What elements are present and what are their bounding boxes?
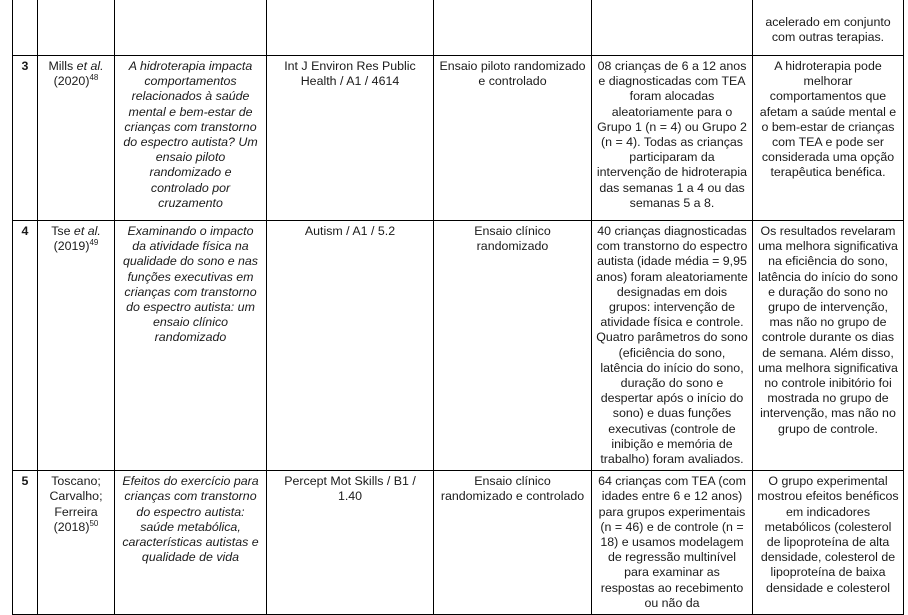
cell-author: Toscano; Carvalho; Ferreira $(2018)^{50}$ xyxy=(38,471,115,615)
cell-num: 5 xyxy=(13,471,38,615)
cell-num: 3 xyxy=(13,56,38,221)
cell-sample xyxy=(592,0,753,56)
cell-title: Efeitos do exercício para crianças com transtorno do espectro autista: saúde metabólica, características autistas e qualidade de vida xyxy=(115,471,267,615)
table-row xyxy=(13,56,904,221)
cell-result: Os resultados revelaram uma melhora significativa na eficiência do sono, latência do início do sono e duração do sono no grupo de intervenção, mas não no grupo de controle durante os dias de semana. Além disso, uma melhora significativa no controle inibitório foi mostrada no grupo de intervenção, mas não no grupo de controle. xyxy=(753,221,904,471)
cell-author: Tse et al. $(2019)^{49}$ xyxy=(38,221,115,471)
table-row xyxy=(13,221,904,471)
studies-table xyxy=(12,0,904,615)
cell-num: 4 xyxy=(13,221,38,471)
table-row xyxy=(13,0,904,56)
cell-result: acelerado em conjunto com outras terapias. xyxy=(753,0,904,56)
cell-design xyxy=(434,0,592,56)
cell-sample: 40 crianças diagnosticadas com transtorno do espectro autista (idade média = 9,95 anos) foram aleatoriamente designadas em dois grupos: intervenção de atividade física e controle. Quatro parâmetros do sono (eficiência do sono, latência do início do sono, duração do sono e despertar após o início do sono) e duas funções executivas (controle de inibição e memória de trabalho) foram avaliados. xyxy=(592,221,753,471)
cell-title xyxy=(115,0,267,56)
cell-journal xyxy=(267,0,434,56)
cell-title: Examinando o impacto da atividade física na qualidade do sono e nas funções executivas em crianças com transtorno do espectro autista: um ensaio clínico randomizado xyxy=(115,221,267,471)
cell-design: Ensaio clínico randomizado xyxy=(434,221,592,471)
cell-author xyxy=(38,0,115,56)
cell-result: O grupo experimental mostrou efeitos benéficos em indicadores metabólicos (colesterol de lipoproteína de alta densidade, colesterol de lipoproteína de baixa densidade e colesterol xyxy=(753,471,904,615)
cell-author: Mills et al. $(2020)^{48}$ xyxy=(38,56,115,221)
cell-journal: Percept Mot Skills / B1 / 1.40 xyxy=(267,471,434,615)
cell-num xyxy=(13,0,38,56)
cell-result: A hidroterapia pode melhorar comportamentos que afetam a saúde mental e o bem-estar de crianças com TEA e pode ser considerada uma opção terapêutica benéfica. xyxy=(753,56,904,221)
cell-sample: 64 crianças com TEA (com idades entre 6 e 12 anos) para grupos experimentais (n = 46) e de controle (n = 18) e usamos modelagem de regressão multinível para examinar as respostas ao recebimento ou não da xyxy=(592,471,753,615)
cell-journal: Int J Environ Res Public Health / A1 / 4614 xyxy=(267,56,434,221)
cell-journal: Autism / A1 / 5.2 xyxy=(267,221,434,471)
table-row xyxy=(13,471,904,615)
cell-design: Ensaio piloto randomizado e controlado xyxy=(434,56,592,221)
cell-design: Ensaio clínico randomizado e controlado xyxy=(434,471,592,615)
cell-title: A hidroterapia impacta comportamentos relacionados à saúde mental e bem-estar de crianças com transtorno do espectro autista? Um ensaio piloto randomizado e controlado por cruzamento xyxy=(115,56,267,221)
cell-sample: 08 crianças de 6 a 12 anos e diagnosticadas com TEA foram alocadas aleatoriamente para o Grupo 1 (n = 4) ou Grupo 2 (n = 4). Todas as crianças participaram da intervenção de hidroterapia das semanas 1 a 4 ou das semanas 5 a 8. xyxy=(592,56,753,221)
